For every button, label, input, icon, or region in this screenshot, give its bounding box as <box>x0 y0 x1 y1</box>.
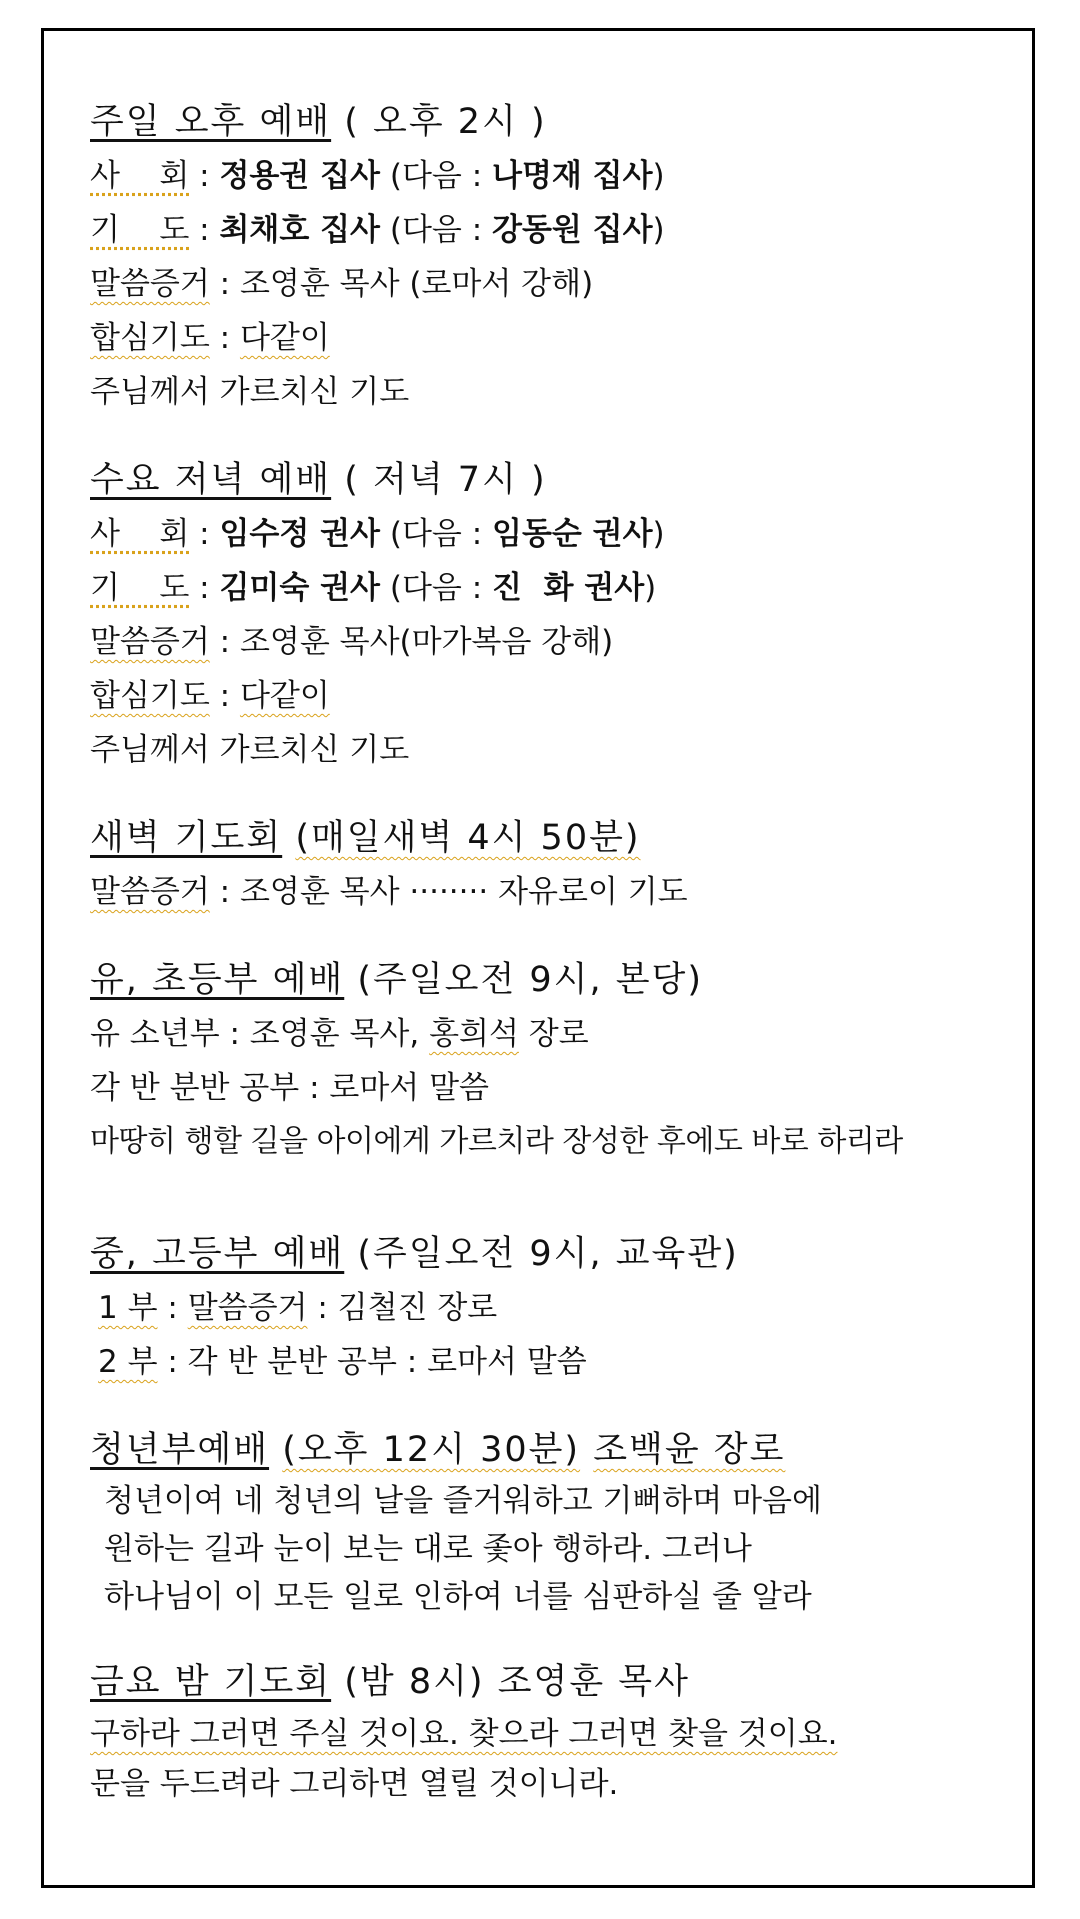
part-label: 1 부 <box>98 1290 158 1326</box>
sermon-detail: : 조영훈 목사 ········ 자유로이 기도 <box>209 874 688 910</box>
role-label: 기 도 <box>90 212 190 248</box>
section-time: ( 오후 2시 ) <box>344 102 547 142</box>
role-label: 말씀증거 <box>90 874 210 910</box>
leader-prefix: 유 소년부 : 조영훈 목사, <box>90 1016 430 1052</box>
separator: : <box>189 212 220 248</box>
section-title: 새벽 기도회 <box>90 818 283 858</box>
next-suffix: ) <box>652 212 665 248</box>
next-prefix: (다음 : <box>380 212 492 248</box>
next-prefix: (다음 : <box>380 158 492 194</box>
verse-line: 청년이여 네 청년의 날을 즐거워하고 기뻐하며 마음에 <box>104 1483 822 1519</box>
section-heading <box>90 453 990 507</box>
next-suffix: ) <box>644 570 657 606</box>
role-label: 말씀증거 <box>187 1290 308 1326</box>
joint-prayer-value: 다같이 <box>239 678 330 714</box>
sermon-detail: : 김철진 장로 <box>307 1290 498 1326</box>
lords-prayer-line: 주님께서 가르치신 기도 <box>90 732 410 768</box>
lords-prayer-line: 주님께서 가르치신 기도 <box>90 374 410 410</box>
section-wednesday-evening <box>90 453 990 777</box>
section-elementary <box>90 953 990 1169</box>
section-title: 유, 초등부 예배 <box>90 960 345 1000</box>
study-line: 각 반 분반 공부 : 로마서 말씀 <box>90 1070 489 1106</box>
section-sunday-afternoon <box>90 95 990 419</box>
role-label: 합심기도 <box>90 678 210 714</box>
sermon-line <box>90 615 990 669</box>
presider-line <box>90 149 990 203</box>
next-person: 강동원 집사 <box>492 212 653 248</box>
verse-line <box>90 1709 990 1759</box>
person-name: 임수정 권사 <box>219 516 380 552</box>
sermon-detail: : 조영훈 목사 (로마서 강해) <box>209 266 594 302</box>
separator: : <box>209 320 240 356</box>
next-person: 나명재 집사 <box>492 158 653 194</box>
bulletin-content <box>90 95 990 1809</box>
person-name: 김미숙 권사 <box>219 570 380 606</box>
separator: : <box>189 570 220 606</box>
elder-title: 장로 <box>518 1016 589 1052</box>
presider-line <box>90 507 990 561</box>
section-time: (오후 12시 30분) <box>282 1430 581 1470</box>
section-dawn-prayer <box>90 811 990 919</box>
section-title: 청년부예배 <box>90 1430 270 1470</box>
role-label: 합심기도 <box>90 320 210 356</box>
role-label: 말씀증거 <box>90 624 210 660</box>
sermon-line <box>90 257 990 311</box>
section-title: 중, 고등부 예배 <box>90 1234 345 1274</box>
verse-text: 구하라 그러면 주실 것이요. 찾으라 그러면 찾을 것이요. <box>90 1716 838 1752</box>
verse-line: 마땅히 행할 길을 아이에게 가르치라 장성한 후에도 바로 하리라 <box>90 1124 903 1159</box>
role-label: 사 회 <box>90 516 190 552</box>
part-label: 2 부 <box>98 1344 158 1380</box>
next-prefix: (다음 : <box>380 570 492 606</box>
section-title: 금요 밤 기도회 <box>90 1662 332 1702</box>
person-name: 정용권 집사 <box>219 158 380 194</box>
section-leader: 조영훈 목사 <box>497 1662 690 1702</box>
section-heading <box>90 1227 990 1281</box>
prayer-line <box>90 203 990 257</box>
section-young-adults <box>90 1423 990 1621</box>
next-prefix: (다음 : <box>380 516 492 552</box>
section-heading <box>90 95 990 149</box>
section-time: (주일오전 9시, 본당) <box>357 960 704 1000</box>
role-label: 말씀증거 <box>90 266 210 302</box>
sermon-line <box>90 865 990 919</box>
elder-name: 홍희석 <box>429 1016 519 1052</box>
separator: : <box>189 516 220 552</box>
section-time: (밤 8시) <box>344 1662 485 1702</box>
section-heading <box>90 811 990 865</box>
verse-line: 문을 두드려라 그리하면 열릴 것이니라. <box>90 1766 619 1802</box>
section-time: ( 저녁 7시 ) <box>344 460 547 500</box>
section-time: (매일새벽 4시 50분) <box>295 818 641 858</box>
part-two-line <box>90 1335 990 1389</box>
separator: : <box>157 1290 188 1326</box>
prayer-line <box>90 561 990 615</box>
role-label: 사 회 <box>90 158 190 194</box>
section-leader: 조백윤 장로 <box>593 1430 786 1470</box>
verse-line: 하나님이 이 모든 일로 인하여 너를 심판하실 줄 알라 <box>104 1579 812 1615</box>
section-heading <box>90 953 990 1007</box>
section-title: 주일 오후 예배 <box>90 102 332 142</box>
next-suffix: ) <box>652 158 665 194</box>
separator: : <box>209 678 240 714</box>
next-suffix: ) <box>652 516 665 552</box>
section-secondary <box>90 1227 990 1389</box>
next-person: 진 화 권사 <box>492 570 645 606</box>
section-time: (주일오전 9시, 교육관) <box>357 1234 739 1274</box>
section-heading <box>90 1655 990 1709</box>
youth-leader-line <box>90 1007 990 1061</box>
role-label: 기 도 <box>90 570 190 606</box>
person-name: 최채호 집사 <box>219 212 380 248</box>
joint-prayer-line <box>90 311 990 365</box>
joint-prayer-line <box>90 669 990 723</box>
sermon-detail: : 조영훈 목사(마가복음 강해) <box>209 624 614 660</box>
separator: : <box>189 158 220 194</box>
study-detail: : 각 반 분반 공부 : 로마서 말씀 <box>157 1344 587 1380</box>
joint-prayer-value: 다같이 <box>239 320 330 356</box>
verse-line: 원하는 길과 눈이 보는 대로 좇아 행하라. 그러나 <box>104 1531 752 1567</box>
next-person: 임동순 권사 <box>492 516 653 552</box>
section-friday-night <box>90 1655 990 1809</box>
section-title: 수요 저녁 예배 <box>90 460 332 500</box>
section-heading <box>90 1423 990 1477</box>
part-one-line <box>90 1281 990 1335</box>
